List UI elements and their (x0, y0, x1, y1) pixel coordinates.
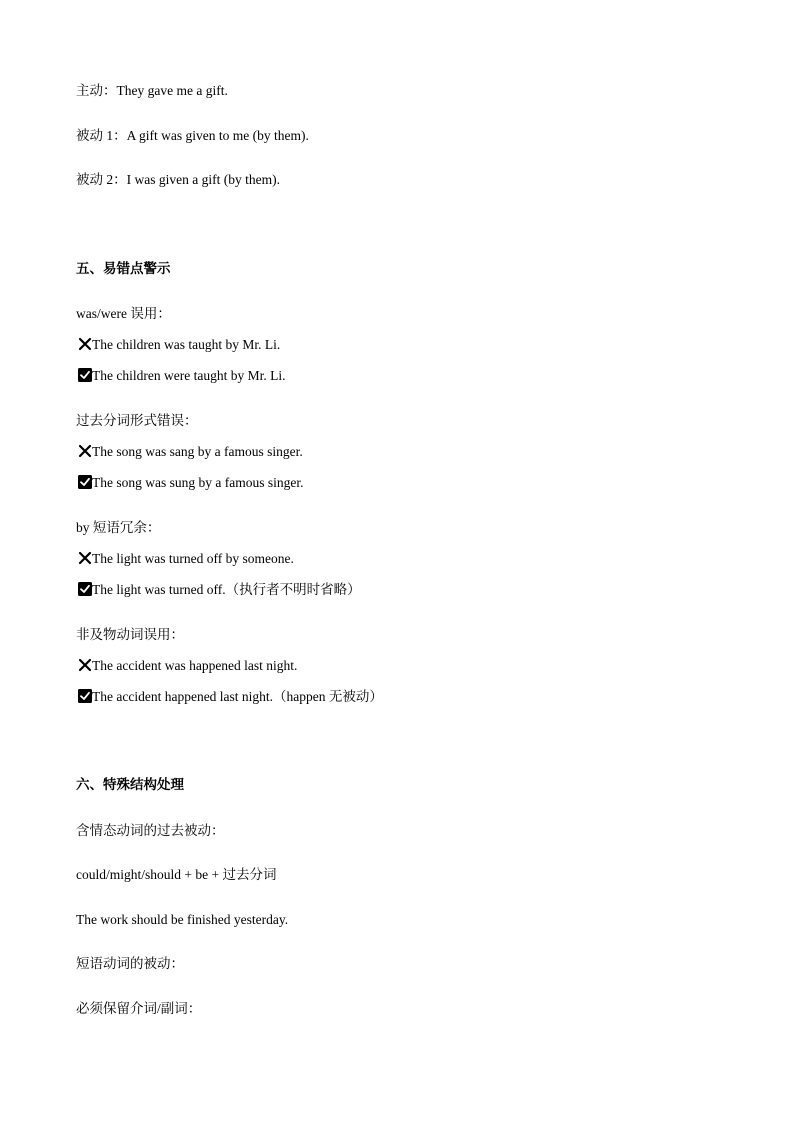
passive-voice-example-2: 被动 2：I was given a gift (by them). (76, 172, 280, 187)
right-example-2 (76, 474, 303, 492)
right-example-text-3: The light was turned off.（执行者不明时省略） (92, 582, 361, 597)
right-example-text-2: The song was sung by a famous singer. (92, 475, 304, 490)
checkbox-checked-icon (78, 368, 92, 382)
wrong-example-3 (76, 550, 294, 568)
cross-mark-icon (78, 658, 92, 672)
cross-mark-icon (78, 444, 92, 458)
checkbox-checked-icon (78, 475, 92, 489)
checkbox-checked-icon (78, 689, 92, 703)
passive-voice-example-1: 被动 1：A gift was given to me (by them). (76, 128, 309, 143)
right-example-3 (76, 581, 361, 599)
wrong-example-2 (76, 443, 303, 461)
error-group-title-1: was/were 误用： (76, 306, 171, 321)
cross-mark-icon (78, 551, 92, 565)
right-example-4 (76, 688, 383, 706)
right-example-text-4: The accident happened last night.（happen 无被动） (92, 689, 383, 704)
wrong-example-text-1: The children was taught by Mr. Li. (92, 337, 281, 352)
modal-past-passive-title: 含情态动词的过去被动： (76, 823, 225, 838)
section-5-heading: 五、易错点警示 (76, 261, 171, 276)
right-example-text-1: The children were taught by Mr. Li. (92, 368, 286, 383)
error-group-title-3: by 短语冗余： (76, 520, 161, 535)
active-voice-example: 主动：They gave me a gift. (76, 83, 228, 98)
modal-passive-formula: could/might/should + be + 过去分词 (76, 867, 277, 882)
right-example-1 (76, 367, 285, 385)
wrong-example-text-2: The song was sang by a famous singer. (92, 444, 303, 459)
wrong-example-text-3: The light was turned off by someone. (92, 551, 294, 566)
modal-passive-example: The work should be finished yesterday. (76, 912, 289, 927)
cross-mark-icon (78, 337, 92, 351)
wrong-example-1 (76, 336, 280, 354)
error-group-title-4: 非及物动词误用： (76, 627, 184, 642)
phrasal-verb-passive-title: 短语动词的被动： (76, 956, 184, 971)
error-group-title-2: 过去分词形式错误： (76, 413, 198, 428)
section-6-heading: 六、特殊结构处理 (76, 777, 184, 792)
keep-particle-note: 必须保留介词/副词： (76, 1001, 202, 1016)
checkbox-checked-icon (78, 582, 92, 596)
wrong-example-text-4: The accident was happened last night. (92, 658, 298, 673)
wrong-example-4 (76, 657, 297, 675)
